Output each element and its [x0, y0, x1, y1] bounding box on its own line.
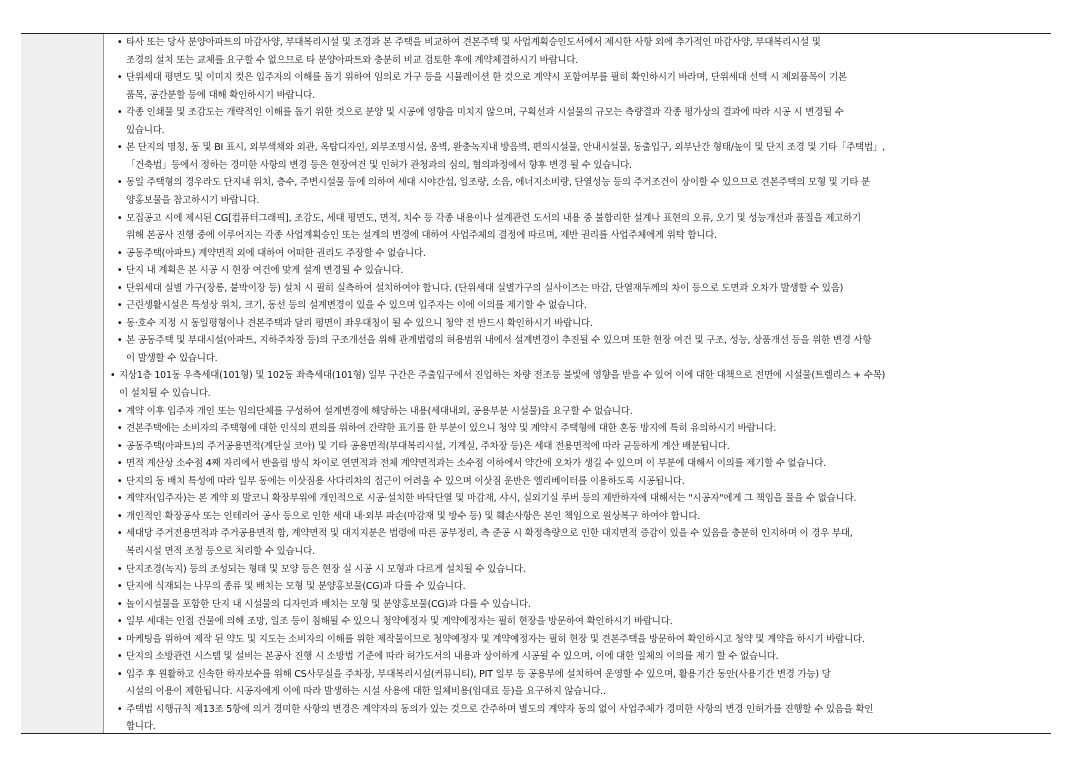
notice-continuation	[104, 385, 1046, 403]
bullet-icon: •	[117, 317, 123, 329]
notice-item	[104, 139, 1046, 157]
bullet-icon: •	[117, 300, 123, 312]
bullet-icon: •	[117, 107, 123, 119]
notice-item	[104, 34, 1046, 52]
notice-text: 조경의 설치 또는 교체를 요구할 수 없으므로 타 분양아파트와 충분히 비교 검토한 후에 계약체결하시기 바랍니다.	[126, 54, 579, 66]
notice-continuation	[104, 718, 1046, 736]
notice-item	[104, 631, 1046, 649]
notice-item	[104, 613, 1046, 631]
notice-item	[104, 262, 1046, 280]
bullet-icon: •	[117, 335, 123, 347]
notice-text: 단지의 동 배치 특성에 따라 일부 동에는 이삿짐용 사다리차의 접근이 어려울 수 있으며 이삿짐 운반은 엘리베이터를 이용하도록 시공됩니다.	[126, 475, 685, 487]
notice-continuation	[104, 543, 1046, 561]
bullet-icon: •	[117, 475, 123, 487]
notice-text: 견본주택에는 소비자의 주택형에 대한 인식의 편의를 위하여 간략한 표기를 한 부분이 있으니 청약 및 계약시 주택형에 대한 혼동 방지에 특히 유의하시기 바랍니다.	[126, 423, 777, 435]
table-header-cell	[21, 34, 104, 733]
notice-continuation	[104, 87, 1046, 105]
notice-text: 시설의 이용이 제한됩니다. 시공자에게 이에 따라 발생하는 시설 사용에 대한 일체비용(임대료 등)을 요구하지 않습니다..	[126, 686, 606, 698]
bullet-icon: •	[117, 440, 123, 452]
bullet-icon: •	[117, 247, 123, 259]
notice-item	[104, 210, 1046, 228]
bullet-icon: •	[117, 528, 123, 540]
notice-item	[104, 403, 1046, 421]
notice-text: 단지의 소방관련 시스템 및 설비는 본공사 진행 시 소방법 기준에 따라 허가도서의 내용과 상이하게 시공될 수 있으며, 이에 대한 일체의 이의를 제기 할 수 없습니다.	[126, 651, 779, 663]
notice-text: 계약 이후 입주자 개인 또는 임의단체를 구성하여 설계변경에 해당하는 내용(세대내외, 공용부분 시설물)을 요구할 수 없습니다.	[126, 405, 633, 417]
notice-text: 복리시설 면적 조정 등으로 처리할 수 있습니다.	[126, 545, 316, 557]
notice-text: 주택법 시행규칙 제13조 5항에 의거 경미한 사항의 변경은 계약자의 동의가 있는 것으로 간주하며 별도의 계약자 동의 없이 사업주체가 경미한 사항의 변경 인허가를 진행할 수 있음을 확인	[126, 703, 874, 715]
bullet-icon: •	[117, 668, 123, 680]
notice-item	[104, 104, 1046, 122]
notice-text: 단지에 식재되는 나무의 종류 및 배치는 모형 및 분양홍보물(CG)과 다를 수 있습니다.	[126, 581, 466, 593]
bullet-icon: •	[117, 581, 123, 593]
notice-text: 모집공고 시에 제시된 CG[컴퓨터그래픽], 조감도, 세대 평면도, 면적, 치수 등 각종 내용이나 설계관련 도서의 내용 중 불합리한 설계나 표현의 오류, 오기 및 성능개선과 품질을 제고하기	[126, 212, 861, 224]
notice-text: 단지조경(녹지) 등의 조성되는 형태 및 모양 등은 현장 실 시공 시 모형과 다르게 설치될 수 있습니다.	[126, 563, 526, 575]
notice-continuation	[104, 52, 1046, 70]
notice-text: 근린생활시설은 특성상 위치, 크기, 동선 등의 설계변경이 있을 수 있으며 입주자는 이에 이의를 제기할 수 없습니다.	[126, 300, 587, 312]
bullet-icon: •	[117, 265, 123, 277]
notice-text: 양홍보물을 참고하시기 바랍니다.	[126, 194, 260, 206]
notice-table	[21, 33, 1051, 734]
bullet-icon: •	[117, 142, 123, 154]
notice-item	[104, 245, 1046, 263]
notice-text: 본 공동주택 및 부대시설(아파트, 지하주차장 등)의 구조개선을 위해 관계법령의 허용범위 내에서 설계변경이 추진될 수 있으며 또한 현장 여건 및 구조, 성능, 상품개선 등을 위한 변경 사항	[126, 335, 872, 347]
notice-item	[104, 315, 1046, 333]
notice-item	[104, 69, 1046, 87]
notice-text: 품목, 공간분할 등에 대해 확인하시기 바랍니다.	[126, 89, 316, 101]
notice-continuation	[104, 157, 1046, 175]
bullet-icon: •	[117, 633, 123, 645]
notice-item	[104, 578, 1046, 596]
notice-text: 「건축법」등에서 정하는 경미한 사항의 변경 등은 현장여건 및 인허가 관청과의 심의, 협의과정에서 향후 변경 될 수 있습니다.	[126, 159, 632, 171]
notice-continuation	[104, 350, 1046, 368]
bullet-icon: •	[117, 493, 123, 505]
notice-text: 지상1층 101동 우측세대(101형) 및 102동 좌측세대(101형) 일부 구간은 주출입구에서 진입하는 차량 전조등 불빛에 영향을 받을 수 있어 이에 대한 대책으로 전면에 시설물(트렐리스 + 수목)	[119, 370, 886, 382]
notice-text: 이 설치될 수 있습니다.	[119, 388, 211, 399]
notice-text: 본 단지의 명칭, 동 및 BI 표시, 외부색채와 외관, 옥탑디자인, 외부조명시설, 옹벽, 완충녹지내 방음벽, 편의시설물, 안내시설물, 동출입구, 외부난간 형태/높이 및 단지 조경 및 기타「주택법」,	[126, 142, 885, 154]
notice-list	[104, 34, 1051, 733]
notice-text: 타사 또는 당사 분양아파트의 마감사양, 부대복리시설 및 조경과 본 주택을 비교하여 견본주택 및 사업계획승인도서에서 제시한 사항 외에 추가적인 마감사양, 부대복리시설 및	[126, 37, 821, 48]
notice-text: 일부 세대는 인접 건물에 의해 조망, 일조 등이 침해될 수 있으니 청약예정자 및 계약예정자는 필히 현장을 방문하여 확인하시기 바랍니다.	[126, 616, 673, 628]
notice-text: 합니다.	[126, 721, 156, 733]
notice-text: 개인적인 확장공사 또는 인테리어 공사 등으로 인한 세대 내·외부 파손(마감재 및 방수 등) 및 훼손사항은 본인 책임으로 원상복구 하여야 합니다.	[126, 510, 701, 522]
notice-continuation	[104, 227, 1046, 245]
bullet-icon: •	[117, 177, 123, 189]
notice-item	[104, 473, 1046, 491]
notice-text: 동일 주택형의 경우라도 단지내 위치, 층수, 주변시설물 등에 의하여 세대 시야간섭, 일조량, 소음, 에너지소비량, 단열성능 등의 주거조건이 상이할 수 있으므로 견본주택의 모형 및 기타 분	[126, 177, 870, 189]
bullet-icon: •	[117, 563, 123, 575]
bullet-icon: •	[117, 212, 123, 224]
notice-text: 단위세대 실별 가구(장롱, 붙박이장 등) 설치 시 필히 실측하여 설치하여야 합니다. (단위세대 실별가구의 실사이즈는 마감, 단열재두께의 차이 등으로 도면과 오차가 발생할 수 있음)	[126, 282, 844, 294]
notice-text: 놀이시설물을 포함한 단지 내 시설물의 디자인과 배치는 모형 및 분양홍보물(CG)과 다를 수 있습니다.	[126, 598, 531, 610]
notice-text: 공동주택(아파트) 계약면적 외에 대하여 어떠한 권리도 주장할 수 없습니다.	[126, 247, 426, 259]
bullet-icon: •	[117, 405, 123, 417]
bullet-icon: •	[117, 510, 123, 522]
bullet-icon: •	[110, 370, 116, 382]
bullet-icon: •	[117, 651, 123, 663]
notice-text: 입주 후 원활하고 신속한 하자보수를 위해 CS사무실을 주차장, 부대복리시설(커뮤니티), PIT 일부 등 공용부에 설치하여 운영할 수 있으며, 활용기간 동안(사용기간 변경 가능) 당	[126, 668, 831, 680]
notice-text: 이 발생할 수 있습니다.	[126, 352, 218, 364]
notice-item	[104, 438, 1046, 456]
bullet-icon: •	[117, 598, 123, 610]
notice-item	[104, 490, 1046, 508]
notice-text: 마케팅을 위하여 제작 된 약도 및 지도는 소비자의 이해를 위한 제작물이므로 청약예정자 및 계약예정자는 필히 현장 및 견본주택을 방문하여 확인하시고 청약 및 계약을 하시기 바랍니다.	[126, 633, 865, 645]
bullet-icon: •	[117, 458, 123, 470]
bullet-icon: •	[117, 282, 123, 294]
notice-text: 계약자(입주자)는 본 계약 외 발코니 확장부위에 개인적으로 시공·설치한 바닥단열 및 마감재, 샤시, 실외기실 루버 등의 제반하자에 대해서는 "시공자"에게 그 책임을 물을 수 없습니다.	[126, 493, 857, 505]
notice-item	[104, 561, 1046, 579]
notice-text: 있습니다.	[126, 124, 165, 136]
notice-continuation	[104, 683, 1046, 701]
notice-item	[104, 174, 1046, 192]
notice-item	[104, 596, 1046, 614]
notice-text: 면적 계산상 소수점 4째 자리에서 반올림 방식 차이로 연면적과 전체 계약면적과는 소수점 이하에서 약간에 오차가 생길 수 있으며 이 부분에 대해서 이의를 제기할 수 없습니다.	[126, 458, 827, 470]
bullet-icon: •	[117, 423, 123, 435]
notice-text: 동·호수 지정 시 동일평형이나 견본주택과 달리 평면이 좌우대칭이 될 수 있으니 청약 전 반드시 확인하시기 바랍니다.	[126, 317, 593, 329]
notice-item	[104, 367, 1046, 385]
notice-text: 각종 인쇄물 및 조감도는 개략적인 이해를 돕기 위한 것으로 분양 및 시공에 영향을 미치지 않으며, 구획선과 시설물의 규모는 측량결과 각종 평가상의 결과에 따라 시공 시 변경될 수	[126, 107, 844, 119]
notice-item	[104, 280, 1046, 298]
bullet-icon: •	[117, 703, 123, 715]
bullet-icon: •	[117, 37, 123, 48]
notice-text: 단위세대 평면도 및 이미지 컷은 입주자의 이해를 돕기 위하여 임의로 가구 등을 시뮬레이션 한 것으로 계약시 포함여부를 필히 확인하시기 바라며, 단위세대 선택 시 제외품목이 기본	[126, 72, 847, 84]
notice-item	[104, 297, 1046, 315]
notice-item	[104, 648, 1046, 666]
bullet-icon: •	[117, 72, 123, 84]
notice-text: 위해 본공사 진행 중에 이루어지는 각종 사업계획승인 또는 설계의 변경에 대하여 사업주체의 결정에 따르며, 제반 권리를 사업주체에게 위탁 합니다.	[126, 230, 717, 242]
notice-item	[104, 420, 1046, 438]
notice-item	[104, 666, 1046, 684]
notice-item	[104, 332, 1046, 350]
notice-item	[104, 455, 1046, 473]
notice-item	[104, 508, 1046, 526]
notice-item	[104, 525, 1046, 543]
notice-item	[104, 701, 1046, 719]
notice-text: 공동주택(아파트)의 주거공용면적(계단실 코아) 및 기타 공용면적(부대복리시설, 기계실, 주차장 등)은 세대 전용면적에 따라 균등하게 계산 배분됩니다.	[126, 440, 730, 452]
bullet-icon: •	[117, 616, 123, 628]
notice-continuation	[104, 192, 1046, 210]
notice-text: 세대당 주거전용면적과 주거공용면적 합, 계약면적 및 대지지분은 법령에 따른 공부정리, 측 준공 시 확정측량으로 인한 대지면적 증감이 있을 수 있음을 충분히 인지하며 이 경우 부대,	[126, 528, 853, 540]
notice-text: 단지 내 계획은 본 시공 시 현장 여건에 맞게 설계 변경될 수 있습니다.	[126, 265, 404, 277]
notice-continuation	[104, 122, 1046, 140]
